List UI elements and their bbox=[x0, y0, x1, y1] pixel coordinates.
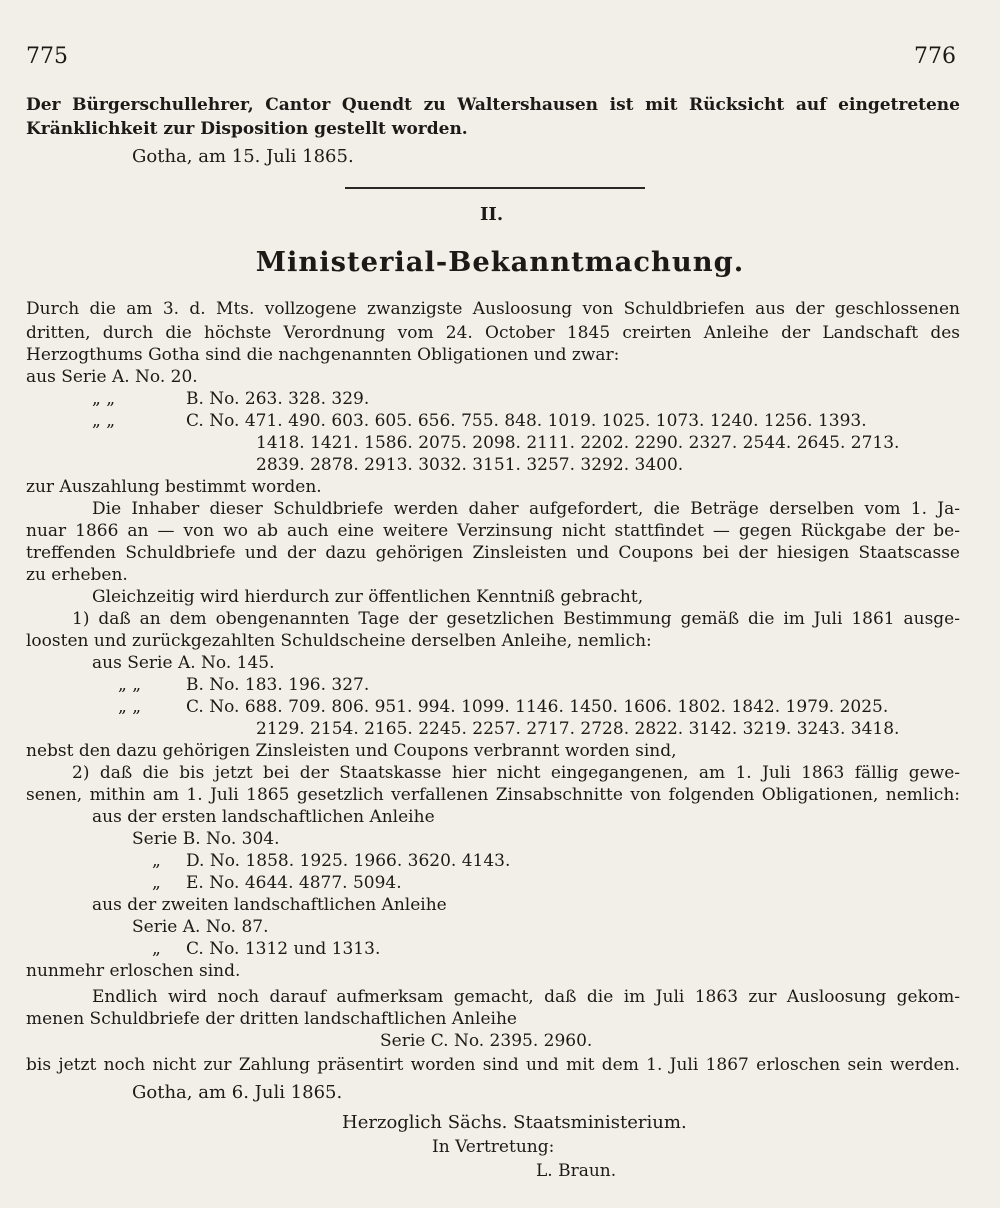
loan-heading: aus der zweiten landschaftlichen Anleihe bbox=[92, 895, 447, 915]
notice-place-date: Gotha, am 15. Juli 1865. bbox=[132, 146, 354, 167]
body-line: Die Inhaber dieser Schuldbriefe werden daher aufgefordert, die Beträge derselben vom 1. Ja- bbox=[92, 499, 960, 519]
series-line: E. No. 4644. 4877. 5094. bbox=[186, 873, 402, 893]
body-line: treffenden Schuldbriefe und der dazu gehörigen Zinsleisten und Coupons bei der hiesigen Staatscasse bbox=[26, 543, 960, 563]
series-line: C. No. 1312 und 1313. bbox=[186, 939, 381, 959]
ditto-mark: „ bbox=[152, 939, 161, 959]
body-line: zur Auszahlung bestimmt worden. bbox=[26, 477, 322, 497]
signature: L. Braun. bbox=[536, 1161, 617, 1181]
series-line: aus Serie A. No. 145. bbox=[92, 653, 275, 673]
page-number-right: 776 bbox=[914, 44, 956, 69]
section-number: II. bbox=[480, 204, 504, 225]
body-line: 1) daß an dem obengenannten Tage der gesetzlichen Bestimmung gemäß die im Juli 1861 ausge- bbox=[72, 609, 960, 629]
series-line: C. No. 471. 490. 603. 605. 656. 755. 848. 1019. 1025. 1073. 1240. 1256. 1393. bbox=[186, 411, 867, 431]
page-number-left: 775 bbox=[26, 44, 68, 69]
body-line: zu erheben. bbox=[26, 565, 128, 585]
body-line: Herzogthums Gotha sind die nachgenannten Obligationen und zwar: bbox=[26, 345, 620, 365]
series-line: Serie A. No. 87. bbox=[132, 917, 269, 937]
notice-title: Ministerial-Bekanntmachung. bbox=[255, 246, 745, 278]
ditto-mark: „ „ bbox=[118, 675, 142, 695]
loan-heading: aus der ersten landschaftlichen Anleihe bbox=[92, 807, 435, 827]
deputy-label: In Vertretung: bbox=[432, 1137, 555, 1157]
series-line: D. No. 1858. 1925. 1966. 3620. 4143. bbox=[186, 851, 511, 871]
body-line: Gleichzeitig wird hierdurch zur öffentlichen Kenntniß gebracht, bbox=[92, 587, 644, 607]
series-line: C. No. 688. 709. 806. 951. 994. 1099. 1146. 1450. 1606. 1802. 1842. 1979. 2025. bbox=[186, 697, 889, 717]
section-divider bbox=[345, 187, 645, 189]
body-line: nebst den dazu gehörigen Zinsleisten und Coupons verbrannt worden sind, bbox=[26, 741, 677, 761]
series-line: Serie C. No. 2395. 2960. bbox=[380, 1031, 593, 1051]
series-line: Serie B. No. 304. bbox=[132, 829, 280, 849]
series-line: 2839. 2878. 2913. 3032. 3151. 3257. 3292. 3400. bbox=[256, 455, 684, 475]
body-line: menen Schuldbriefe der dritten landschaftlichen Anleihe bbox=[26, 1009, 517, 1029]
issuing-authority: Herzoglich Sächs. Staatsministerium. bbox=[342, 1112, 687, 1133]
notice-line-2: Kränklichkeit zur Disposition gestellt worden. bbox=[26, 119, 468, 139]
series-line: B. No. 263. 328. 329. bbox=[186, 389, 370, 409]
series-line: aus Serie A. No. 20. bbox=[26, 367, 198, 387]
body-line: nuar 1866 an — von wo ab auch eine weitere Verzinsung nicht stattfindet — gegen Rückgabe der be- bbox=[26, 521, 960, 541]
body-line: 2) daß die bis jetzt bei der Staatskasse hier nicht eingegangenen, am 1. Juli 1863 fällig gewe- bbox=[72, 763, 960, 783]
ditto-mark: „ „ bbox=[118, 697, 142, 717]
ditto-mark: „ „ bbox=[92, 389, 116, 409]
body-line: senen, mithin am 1. Juli 1865 gesetzlich verfallenen Zinsabschnitte von folgenden Obligationen, nemlich: bbox=[26, 785, 960, 805]
body-line: bis jetzt noch nicht zur Zahlung präsentirt worden sind und mit dem 1. Juli 1867 erloschen sein werden. bbox=[26, 1055, 960, 1075]
body-line: dritten, durch die höchste Verordnung vom 24. October 1845 creirten Anleihe der Landschaft des bbox=[26, 323, 960, 343]
body-line: Endlich wird noch darauf aufmerksam gemacht, daß die im Juli 1863 zur Ausloosung gekom- bbox=[92, 987, 960, 1007]
ditto-mark: „ „ bbox=[92, 411, 116, 431]
ditto-mark: „ bbox=[152, 873, 161, 893]
series-line: B. No. 183. 196. 327. bbox=[186, 675, 370, 695]
body-line: loosten und zurückgezahlten Schuldscheine derselben Anleihe, nemlich: bbox=[26, 631, 652, 651]
body-line: nunmehr erloschen sind. bbox=[26, 961, 241, 981]
place-date: Gotha, am 6. Juli 1865. bbox=[132, 1082, 343, 1103]
series-line: 1418. 1421. 1586. 2075. 2098. 2111. 2202. 2290. 2327. 2544. 2645. 2713. bbox=[256, 433, 900, 453]
series-line: 2129. 2154. 2165. 2245. 2257. 2717. 2728. 2822. 3142. 3219. 3243. 3418. bbox=[256, 719, 900, 739]
notice-line-1: Der Bürgerschullehrer, Cantor Quendt zu Waltershausen ist mit Rücksicht auf eingetretene bbox=[26, 95, 960, 115]
ditto-mark: „ bbox=[152, 851, 161, 871]
body-line: Durch die am 3. d. Mts. vollzogene zwanzigste Ausloosung von Schuldbriefen aus der geschlossenen bbox=[26, 299, 960, 319]
